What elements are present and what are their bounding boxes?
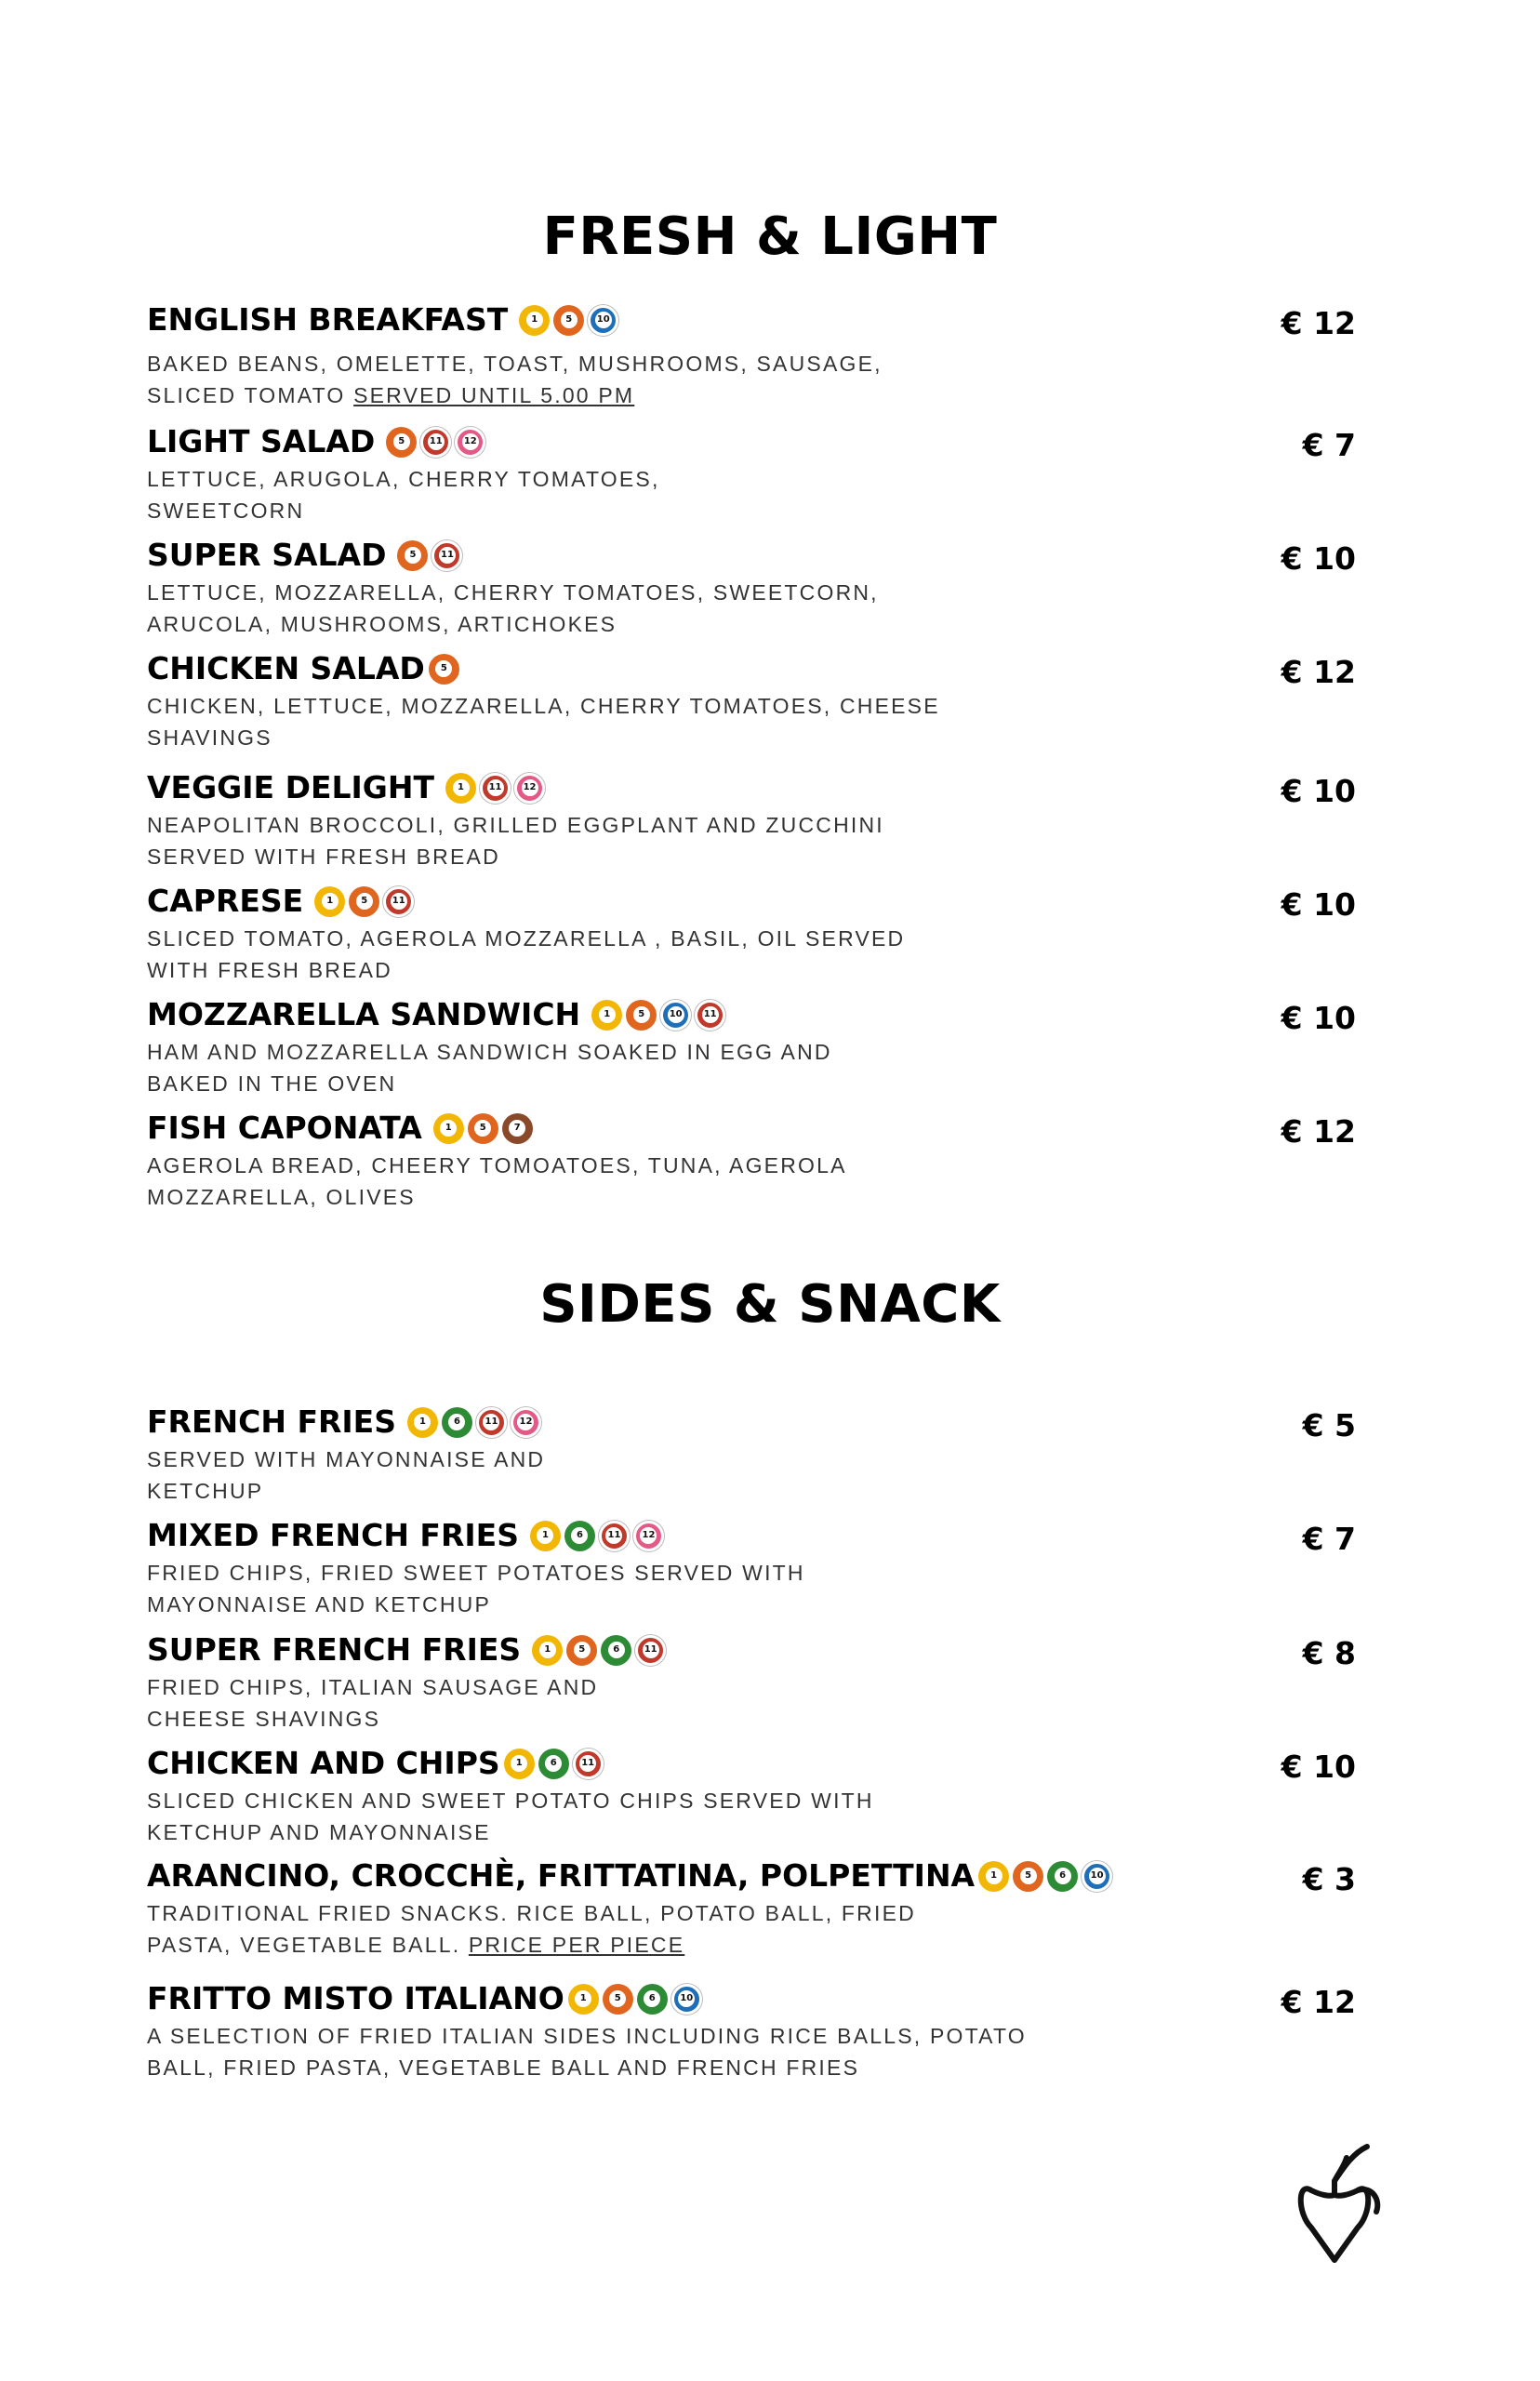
menu-item-title-row [147, 1515, 1356, 1556]
allergen-number: 6 [1055, 1868, 1071, 1884]
menu-item-name: SUPER SALAD [147, 537, 387, 573]
allergen-number: 11 [643, 1642, 659, 1658]
menu-item-price: € 3 [1302, 1861, 1356, 1897]
allergen-ball-1-icon [445, 773, 476, 804]
description-line [147, 1929, 1356, 1961]
menu-item [147, 881, 1356, 986]
menu-item-description [147, 1150, 1356, 1213]
pepper-heart-logo-icon [1293, 2139, 1395, 2269]
allergen-number: 12 [462, 433, 479, 450]
menu-item-price: € 12 [1281, 1984, 1356, 2020]
allergen-number: 11 [428, 433, 445, 450]
allergen-ball-10-icon [660, 1000, 691, 1031]
description-text: BAKED IN THE OVEN [147, 1071, 397, 1096]
description-line [147, 463, 1356, 495]
allergen-ball-1-icon [530, 1521, 561, 1551]
description-line [147, 954, 1356, 986]
menu-item-description [147, 1036, 1356, 1099]
allergen-ball-11-icon [420, 427, 451, 458]
description-text: SHAVINGS [147, 725, 272, 750]
menu-item-title-row [147, 767, 1356, 808]
allergen-number: 5 [574, 1642, 591, 1658]
allergen-number: 5 [561, 312, 578, 328]
menu-item-price: € 10 [1281, 1749, 1356, 1785]
menu-item-description [147, 463, 1356, 526]
description-line [147, 1443, 1356, 1475]
allergen-number: 11 [439, 547, 456, 564]
allergen-ball-7-icon [502, 1113, 533, 1144]
menu-item [147, 421, 1356, 526]
allergen-ball-5-icon [603, 1984, 633, 2015]
allergen-ball-6-icon [442, 1407, 472, 1438]
allergen-badges [504, 1749, 607, 1779]
menu-item [147, 1978, 1356, 2083]
menu-item [147, 1629, 1356, 1735]
allergen-number: 11 [487, 779, 504, 796]
description-note: SERVED UNTIL 5.00 PM [353, 383, 635, 407]
menu-item [147, 1856, 1356, 1961]
menu-item-name: CHICKEN SALAD [147, 650, 425, 686]
description-line [147, 608, 1356, 640]
allergen-number: 1 [599, 1006, 616, 1023]
description-line [147, 1068, 1356, 1099]
allergen-number: 5 [474, 1120, 491, 1137]
allergen-ball-12-icon [455, 427, 485, 458]
allergen-ball-6-icon [601, 1635, 631, 1666]
allergen-ball-10-icon [588, 305, 618, 336]
description-line [147, 690, 1356, 722]
allergen-number: 6 [545, 1755, 562, 1772]
allergen-ball-10-icon [671, 1984, 702, 2015]
allergen-badges [407, 1407, 545, 1438]
menu-item-title-row [147, 1629, 1356, 1670]
menu-item-price: € 5 [1302, 1407, 1356, 1443]
description-text: SERVED WITH FRESH BREAD [147, 845, 500, 869]
description-text: BALL, FRIED PASTA, VEGETABLE BALL AND FRENCH FRIES [147, 2055, 860, 2080]
allergen-number: 11 [579, 1755, 596, 1772]
description-text: LETTUCE, ARUGOLA, CHERRY TOMATOES, [147, 467, 660, 491]
description-text: SLICED TOMATO, AGEROLA MOZZARELLA , BASIL, OIL SERVED [147, 926, 906, 951]
description-line [147, 495, 1356, 526]
allergen-number: 1 [575, 1990, 591, 2007]
allergen-ball-5-icon [397, 540, 428, 571]
menu-item [147, 535, 1356, 640]
menu-item [147, 767, 1356, 872]
allergen-badges [568, 1984, 706, 2015]
menu-item-price: € 10 [1281, 886, 1356, 923]
menu-item-price: € 12 [1281, 1113, 1356, 1150]
allergen-badges [519, 305, 622, 336]
description-text: A SELECTION OF FRIED ITALIAN SIDES INCLUDING RICE BALLS, POTATO [147, 2024, 1027, 2048]
allergen-number: 1 [537, 1527, 553, 1544]
description-line [147, 1150, 1356, 1181]
allergen-number: 7 [509, 1120, 525, 1137]
menu-item [147, 1402, 1356, 1507]
allergen-badges [314, 886, 418, 917]
allergen-number: 12 [517, 1414, 534, 1430]
allergen-number: 5 [1020, 1868, 1037, 1884]
allergen-number: 11 [483, 1414, 499, 1430]
description-text: SWEETCORN [147, 499, 305, 523]
allergen-number: 5 [393, 433, 410, 450]
menu-item-name: FRITTO MISTO ITALIANO [147, 1980, 564, 2016]
allergen-badges [429, 654, 463, 685]
allergen-number: 10 [678, 1990, 695, 2007]
allergen-ball-1-icon [519, 305, 550, 336]
description-line [147, 348, 1356, 379]
allergen-number: 12 [522, 779, 538, 796]
allergen-number: 5 [435, 660, 452, 677]
menu-item-price: € 10 [1281, 773, 1356, 809]
description-line [147, 1671, 1356, 1703]
description-text: MOZZARELLA, OLIVES [147, 1185, 416, 1209]
allergen-ball-5-icon [566, 1635, 597, 1666]
menu-item-title-row [147, 1402, 1356, 1443]
allergen-badges [978, 1861, 1116, 1892]
description-text: TRADITIONAL FRIED SNACKS. RICE BALL, POTATO BALL, FRIED [147, 1901, 916, 1925]
menu-item-name: FISH CAPONATA [147, 1110, 422, 1146]
allergen-number: 1 [453, 779, 470, 796]
menu-item-title-row [147, 1108, 1356, 1149]
description-line [147, 577, 1356, 608]
allergen-ball-5-icon [386, 427, 417, 458]
menu-item-price: € 7 [1302, 427, 1356, 463]
allergen-number: 5 [609, 1990, 626, 2007]
allergen-number: 6 [571, 1527, 588, 1544]
menu-item-description [147, 1785, 1356, 1848]
allergen-number: 10 [595, 312, 612, 328]
description-line [147, 1557, 1356, 1589]
description-line [147, 841, 1356, 872]
allergen-ball-1-icon [978, 1861, 1009, 1892]
allergen-ball-1-icon [504, 1749, 535, 1779]
allergen-badges [386, 427, 489, 458]
menu-item-price: € 12 [1281, 654, 1356, 690]
allergen-badges [433, 1113, 537, 1144]
menu-item-price: € 7 [1302, 1521, 1356, 1557]
allergen-ball-5-icon [468, 1113, 498, 1144]
menu-item-title-row [147, 881, 1356, 922]
section-title-sides-snack: SIDES & SNACK [539, 1274, 1001, 1335]
allergen-ball-11-icon [480, 773, 511, 804]
description-text: FRIED CHIPS, FRIED SWEET POTATOES SERVED WITH [147, 1561, 805, 1585]
allergen-ball-11-icon [599, 1521, 630, 1551]
menu-item-description [147, 923, 1356, 986]
allergen-ball-11-icon [383, 886, 414, 917]
description-line [147, 1703, 1356, 1735]
menu-item-name: SUPER FRENCH FRIES [147, 1631, 522, 1668]
description-line [147, 923, 1356, 954]
description-line [147, 1036, 1356, 1068]
allergen-badges [397, 540, 466, 571]
allergen-number: 1 [539, 1642, 556, 1658]
menu-item-title-row [147, 994, 1356, 1035]
allergen-number: 1 [986, 1868, 1002, 1884]
allergen-number: 5 [633, 1006, 650, 1023]
menu-item [147, 1515, 1356, 1620]
description-line [147, 1897, 1356, 1929]
allergen-number: 5 [356, 893, 373, 910]
menu-item-description [147, 577, 1356, 640]
description-line [147, 1816, 1356, 1848]
allergen-ball-11-icon [476, 1407, 507, 1438]
description-text: CHEESE SHAVINGS [147, 1707, 381, 1731]
menu-item-title-row [147, 1743, 1356, 1784]
allergen-ball-12-icon [633, 1521, 664, 1551]
allergen-ball-11-icon [695, 1000, 725, 1031]
menu-item-description [147, 2020, 1356, 2083]
menu-item-description [147, 348, 1356, 411]
menu-item-title-row [147, 1856, 1356, 1896]
menu-item [147, 299, 1356, 411]
allergen-number: 1 [526, 312, 543, 328]
menu-item-name: VEGGIE DELIGHT [147, 769, 435, 805]
allergen-ball-11-icon [573, 1749, 604, 1779]
description-note: PRICE PER PIECE [468, 1933, 685, 1957]
allergen-ball-12-icon [514, 773, 545, 804]
description-line [147, 1181, 1356, 1213]
description-text: AGEROLA BREAD, CHEERY TOMOATOES, TUNA, AGEROLA [147, 1153, 847, 1177]
menu-item [147, 994, 1356, 1099]
description-text: PASTA, VEGETABLE BALL. [147, 1933, 469, 1957]
allergen-badges [530, 1521, 668, 1551]
description-text: FRIED CHIPS, ITALIAN SAUSAGE AND [147, 1675, 599, 1699]
allergen-ball-5-icon [553, 305, 584, 336]
allergen-number: 6 [608, 1642, 625, 1658]
menu-item-title-row [147, 299, 1356, 340]
allergen-ball-10-icon [1082, 1861, 1112, 1892]
allergen-ball-11-icon [431, 540, 462, 571]
allergen-ball-12-icon [511, 1407, 541, 1438]
allergen-number: 6 [644, 1990, 660, 2007]
description-text: WITH FRESH BREAD [147, 958, 392, 982]
allergen-ball-5-icon [349, 886, 379, 917]
description-line [147, 2020, 1356, 2052]
allergen-ball-1-icon [407, 1407, 438, 1438]
menu-item-description [147, 1557, 1356, 1620]
allergen-number: 10 [668, 1006, 684, 1023]
section-title-fresh-light: FRESH & LIGHT [542, 206, 998, 267]
allergen-ball-1-icon [433, 1113, 464, 1144]
allergen-ball-5-icon [1013, 1861, 1043, 1892]
description-text: ARUCOLA, MUSHROOMS, ARTICHOKES [147, 612, 617, 636]
menu-item-name: FRENCH FRIES [147, 1403, 396, 1440]
description-line [147, 1785, 1356, 1816]
allergen-badges [591, 1000, 729, 1031]
menu-item-description [147, 809, 1356, 872]
description-text: MAYONNAISE AND KETCHUP [147, 1592, 492, 1616]
allergen-ball-6-icon [1047, 1861, 1078, 1892]
allergen-badges [445, 773, 549, 804]
allergen-ball-5-icon [429, 654, 459, 685]
menu-item [147, 1743, 1356, 1848]
allergen-number: 1 [511, 1755, 527, 1772]
description-line [147, 1589, 1356, 1620]
allergen-number: 12 [640, 1527, 657, 1544]
menu-item-description [147, 1671, 1356, 1735]
allergen-ball-1-icon [314, 886, 345, 917]
description-text: KETCHUP AND MAYONNAISE [147, 1820, 491, 1844]
menu-item-name: CHICKEN AND CHIPS [147, 1745, 500, 1781]
description-text: LETTUCE, MOZZARELLA, CHERRY TOMATOES, SWEETCORN, [147, 580, 879, 605]
menu-item [147, 648, 1356, 753]
menu-item-price: € 10 [1281, 540, 1356, 577]
allergen-ball-6-icon [538, 1749, 569, 1779]
description-line [147, 809, 1356, 841]
menu-item-name: LIGHT SALAD [147, 423, 376, 459]
description-text: SLICED CHICKEN AND SWEET POTATO CHIPS SERVED WITH [147, 1789, 874, 1813]
menu-item-name: ENGLISH BREAKFAST [147, 301, 509, 338]
menu-item-description [147, 1443, 1356, 1507]
description-text: HAM AND MOZZARELLA SANDWICH SOAKED IN EGG AND [147, 1040, 832, 1064]
description-text: SLICED TOMATO [147, 383, 354, 407]
allergen-ball-1-icon [591, 1000, 622, 1031]
menu-item-name: CAPRESE [147, 883, 304, 919]
allergen-number: 1 [322, 893, 339, 910]
menu-item-price: € 8 [1302, 1635, 1356, 1671]
menu-item-title-row [147, 648, 1356, 689]
menu-item-title-row [147, 1978, 1356, 2019]
allergen-ball-11-icon [635, 1635, 666, 1666]
allergen-number: 11 [702, 1006, 719, 1023]
allergen-ball-1-icon [532, 1635, 563, 1666]
allergen-ball-5-icon [626, 1000, 657, 1031]
description-line [147, 2052, 1356, 2083]
allergen-number: 6 [448, 1414, 465, 1430]
description-text: SERVED WITH MAYONNAISE AND [147, 1447, 546, 1471]
menu-item-title-row [147, 421, 1356, 462]
allergen-number: 11 [605, 1527, 622, 1544]
allergen-ball-1-icon [568, 1984, 599, 2015]
menu-item-name: MOZZARELLA SANDWICH [147, 996, 581, 1032]
menu-item [147, 1108, 1356, 1213]
description-line [147, 1475, 1356, 1507]
menu-item-price: € 10 [1281, 1000, 1356, 1036]
menu-item-name: MIXED FRENCH FRIES [147, 1517, 519, 1553]
allergen-number: 11 [391, 893, 407, 910]
allergen-number: 10 [1089, 1868, 1106, 1884]
allergen-number: 1 [414, 1414, 431, 1430]
menu-item-title-row [147, 535, 1356, 576]
description-line [147, 722, 1356, 753]
menu-item-name: ARANCINO, CROCCHÈ, FRITTATINA, POLPETTINA [147, 1857, 976, 1894]
description-line [147, 379, 1356, 411]
allergen-ball-6-icon [564, 1521, 595, 1551]
allergen-ball-6-icon [637, 1984, 668, 2015]
description-text: NEAPOLITAN BROCCOLI, GRILLED EGGPLANT AND ZUCCHINI [147, 813, 884, 837]
description-text: CHICKEN, LETTUCE, MOZZARELLA, CHERRY TOMATOES, CHEESE [147, 694, 940, 718]
allergen-number: 5 [405, 547, 421, 564]
allergen-badges [532, 1635, 670, 1666]
allergen-number: 1 [440, 1120, 457, 1137]
menu-item-description [147, 1897, 1356, 1961]
menu-item-description [147, 690, 1356, 753]
description-text: KETCHUP [147, 1479, 264, 1503]
description-text: BAKED BEANS, OMELETTE, TOAST, MUSHROOMS, SAUSAGE, [147, 352, 883, 376]
menu-item-price: € 12 [1281, 305, 1356, 341]
